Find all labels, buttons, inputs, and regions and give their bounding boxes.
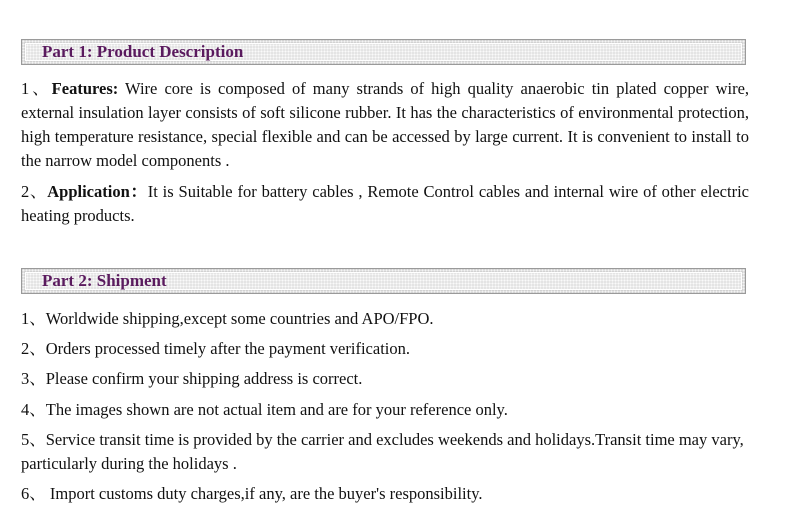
- shipment-item-6: 6、 Import customs duty charges,if any, are the buyer's responsibility.: [21, 484, 483, 503]
- features-text: Wire core is composed of many strands of high quality anaerobic tin plated copper wire, external insulation layer consists of soft silicone rubber. It has the characteristics of environmental protection, high temperature resistance, special flexible and can be accessed by large current. It is convenient to install to the narrow model components .: [21, 79, 750, 170]
- shipment-item-1: 1、Worldwide shipping,except some countries and APO/FPO.: [21, 309, 434, 328]
- features-label: Features:: [51, 79, 119, 98]
- part1-title: Part 1: Product Description: [42, 42, 244, 61]
- shipment-item-2: 2、Orders processed timely after the payment verification.: [21, 339, 410, 358]
- part1-header: [21, 39, 746, 65]
- application-paragraph: [21, 180, 749, 228]
- shipment-item-4: 4、The images shown are not actual item and are for your reference only.: [21, 400, 508, 419]
- shipment-item-5: 5、Service transit time is provided by the carrier and excludes weekends and holidays.Transit time may vary, particularly during the holidays .: [21, 430, 744, 473]
- part2-header: [21, 268, 746, 294]
- application-text: It is Suitable for battery cables , Remote Control cables and internal wire of other electric heating products.: [21, 182, 749, 225]
- application-label: Application：: [47, 182, 148, 201]
- shipment-item-3: 3、Please confirm your shipping address is correct.: [21, 369, 363, 388]
- features-number: 1、: [21, 79, 52, 98]
- application-number: 2、: [21, 182, 48, 201]
- features-paragraph: [21, 77, 749, 173]
- part2-title: Part 2: Shipment: [42, 271, 167, 290]
